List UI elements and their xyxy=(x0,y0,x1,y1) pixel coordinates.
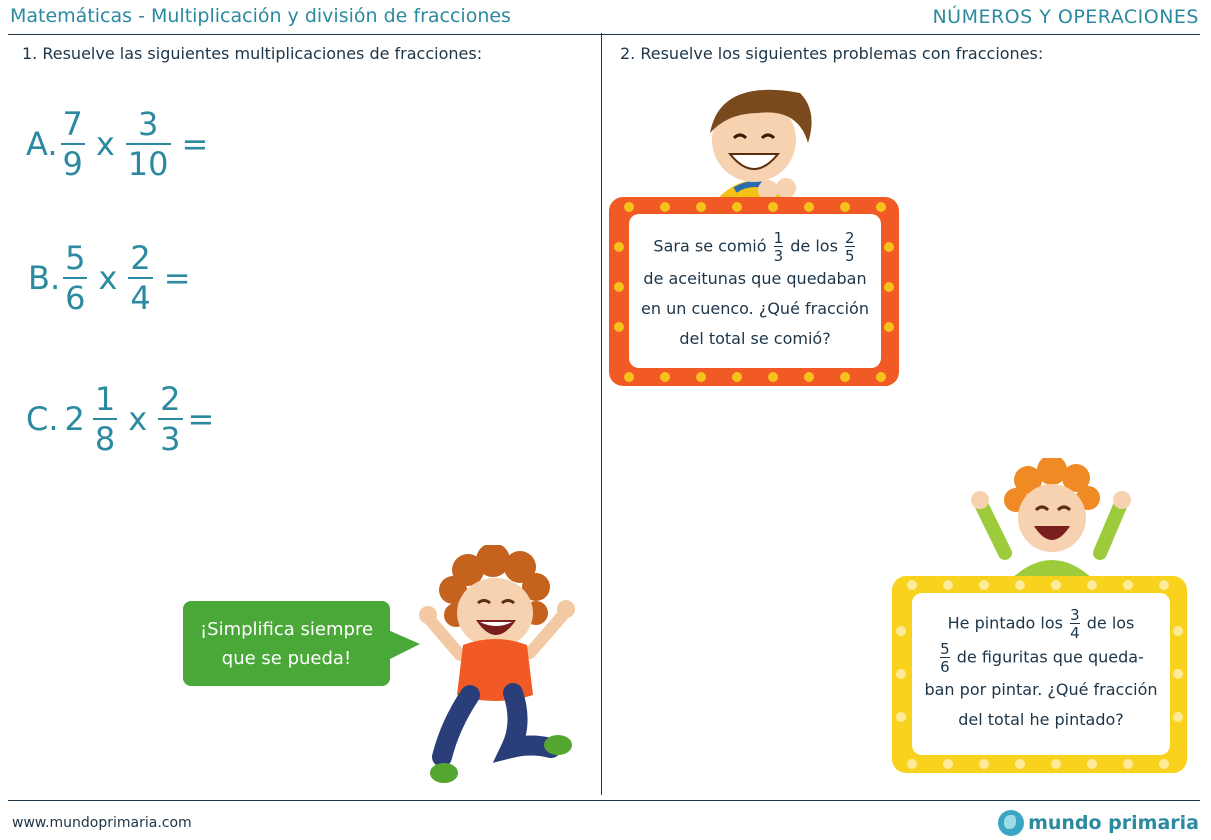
problem-text: de los xyxy=(1086,613,1135,633)
fraction xyxy=(126,105,171,183)
header-divider xyxy=(8,34,1200,35)
fraction xyxy=(61,105,85,183)
problem2-frame xyxy=(892,576,1187,773)
exercise-label: C. xyxy=(26,400,59,438)
exercise-a xyxy=(26,105,216,183)
numerator: 2 xyxy=(130,239,151,277)
mundo-primaria-logo xyxy=(998,810,1199,836)
denominator: 10 xyxy=(127,145,169,183)
speech-line: ¡Simplifica siempre xyxy=(199,618,374,640)
problem-line: de aceitunas que quedaban xyxy=(643,269,867,288)
fraction xyxy=(1070,607,1080,641)
fraction xyxy=(128,239,152,317)
numerator: 2 xyxy=(845,229,855,247)
problem-line: del total he pintado? xyxy=(958,710,1124,729)
problem-text: de figuritas que queda- xyxy=(956,647,1144,667)
numerator: 7 xyxy=(62,105,83,143)
numerator: 2 xyxy=(160,380,181,418)
denominator: 3 xyxy=(160,420,181,458)
problem-line: en un cuenco. ¿Qué fracción xyxy=(641,299,869,318)
footer-divider xyxy=(8,800,1200,801)
numerator: 1 xyxy=(773,229,784,247)
denominator: 4 xyxy=(1070,624,1080,642)
fraction xyxy=(774,230,784,264)
page-title: Matemáticas - Multiplicación y división de fracciones xyxy=(10,5,511,27)
fraction xyxy=(93,380,117,458)
multiply-sign: x xyxy=(128,400,148,438)
problem-line: ban por pintar. ¿Qué fracción xyxy=(924,680,1158,699)
numerator: 1 xyxy=(94,380,116,418)
equals-sign: = xyxy=(163,259,191,297)
equals-sign: = xyxy=(181,125,209,163)
multiply-sign: x xyxy=(98,259,118,297)
problem-text: He pintado los xyxy=(947,613,1063,633)
problem-text: Sara se comió xyxy=(653,236,767,256)
multiply-sign: x xyxy=(95,125,115,163)
fraction xyxy=(158,380,182,458)
fraction xyxy=(63,239,87,317)
section2-heading: 2. Resuelve los siguientes problemas con fracciones: xyxy=(620,44,1044,63)
denominator: 8 xyxy=(94,420,116,458)
jumping-boy-illustration xyxy=(408,545,588,790)
exercise-label: B. xyxy=(28,259,61,297)
section1-heading: 1. Resuelve las siguientes multiplicaciones de fracciones: xyxy=(22,44,483,63)
numerator: 3 xyxy=(137,105,159,143)
speech-line: que se pueda! xyxy=(221,647,352,669)
fraction xyxy=(940,641,950,675)
boy-cheering-illustration xyxy=(970,458,1135,580)
equals-sign: = xyxy=(187,400,215,438)
fraction xyxy=(845,230,855,264)
globe-icon xyxy=(998,810,1024,836)
logo-text: mundo primaria xyxy=(1028,812,1199,834)
footer-url[interactable]: www.mundoprimaria.com xyxy=(12,815,192,831)
problem2-card xyxy=(912,593,1170,755)
whole-number: 2 xyxy=(64,400,85,438)
problem-line xyxy=(912,607,1170,641)
numerator: 5 xyxy=(940,640,950,658)
column-divider xyxy=(601,33,602,795)
exercise-b xyxy=(28,239,199,317)
denominator: 9 xyxy=(62,145,83,183)
problem-line: del total se comió? xyxy=(679,329,831,348)
exercise-c xyxy=(26,380,222,458)
denominator: 6 xyxy=(940,658,950,676)
denominator: 4 xyxy=(130,279,151,317)
denominator: 3 xyxy=(773,247,784,265)
numerator: 5 xyxy=(65,239,86,277)
problem1-frame xyxy=(609,197,899,386)
speech-bubble xyxy=(183,601,390,686)
boy-smiling-illustration xyxy=(690,78,820,200)
numerator: 3 xyxy=(1070,606,1080,624)
problem-line xyxy=(912,641,1170,675)
denominator: 6 xyxy=(65,279,86,317)
denominator: 5 xyxy=(845,247,855,265)
category-title: NÚMEROS Y OPERACIONES xyxy=(932,6,1199,28)
problem1-card xyxy=(629,214,881,368)
exercise-label: A. xyxy=(26,125,58,163)
problem-text: de los xyxy=(790,236,838,256)
problem-line xyxy=(629,230,881,264)
